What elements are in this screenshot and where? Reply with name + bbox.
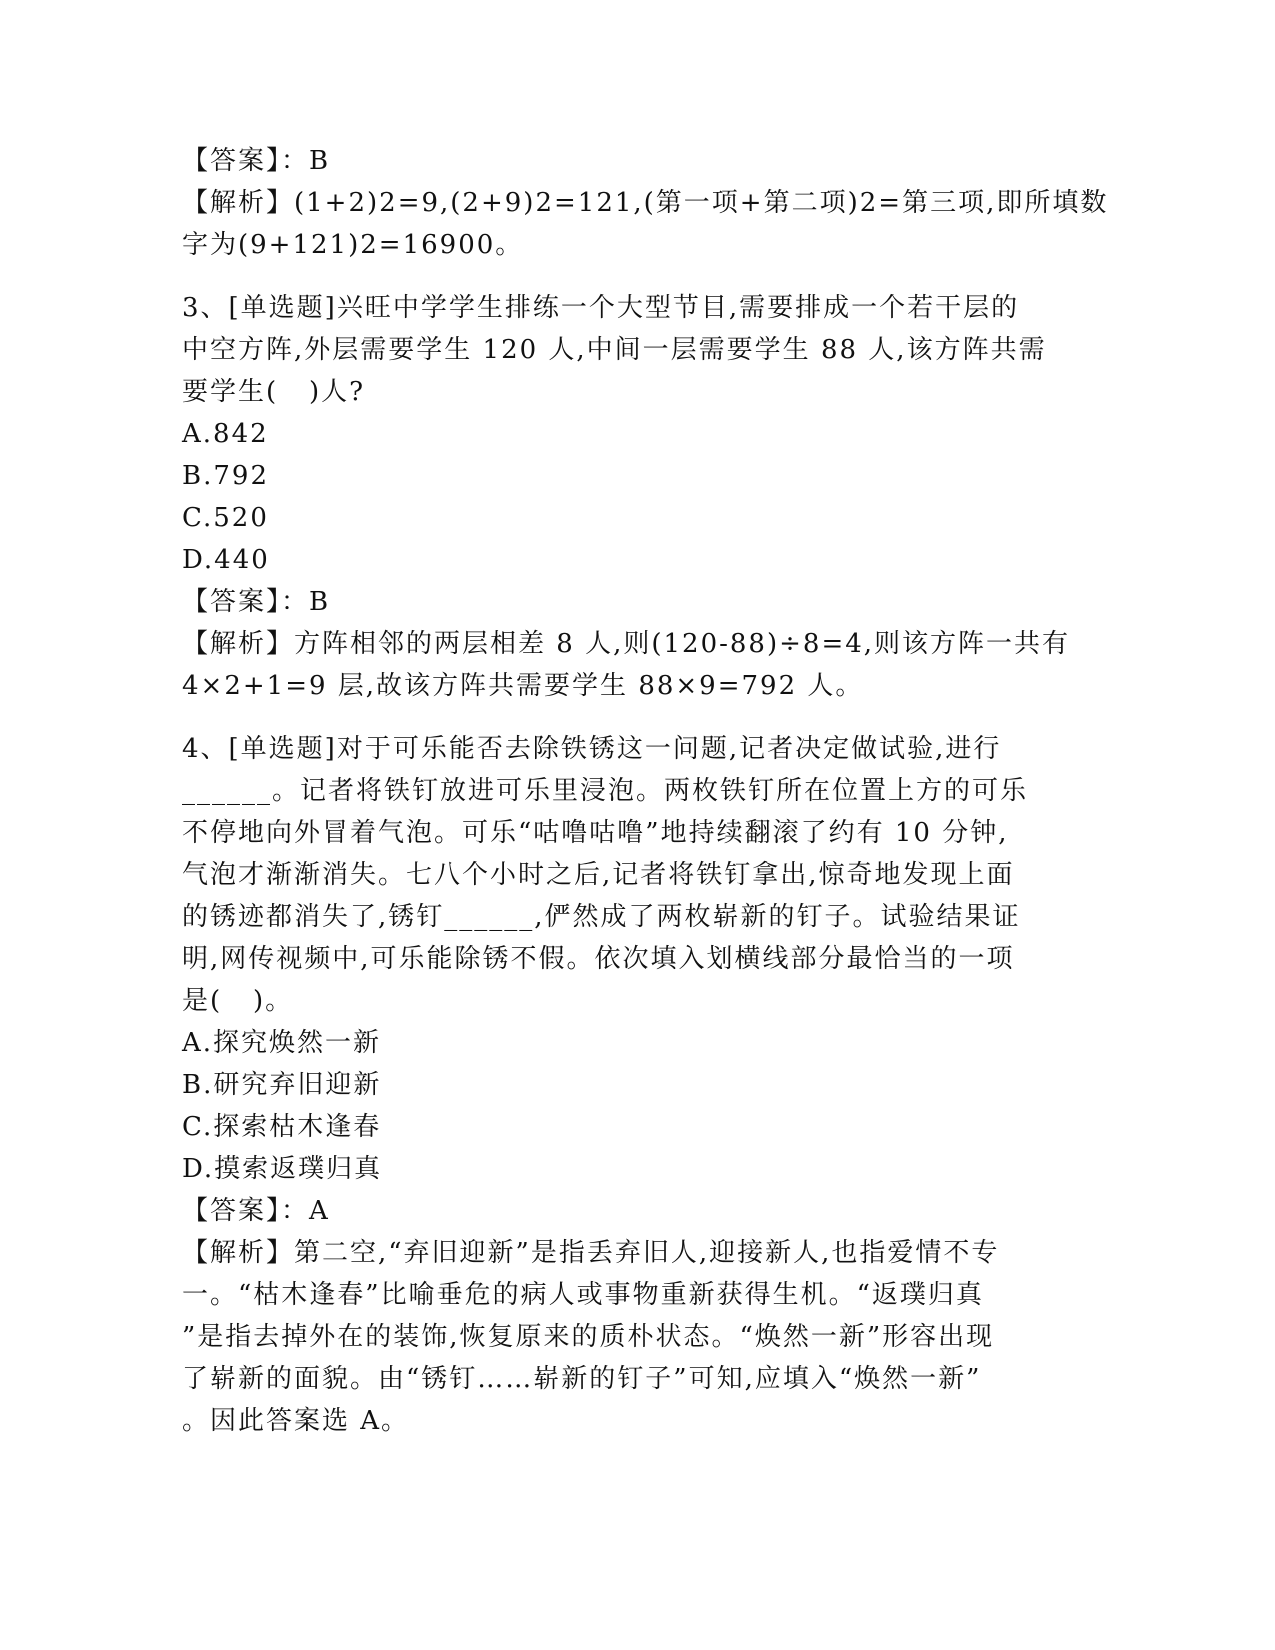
question-4-analysis-line: 一。“枯木逢春”比喻垂危的病人或事物重新获得生机。“返璞归真 [182,1280,984,1310]
question-3-option-c: C.520 [182,503,269,533]
question-4-option-b: B.研究弃旧迎新 [182,1070,382,1100]
spacer [182,266,1062,287]
question-3-stem-line: 中空方阵,外层需要学生 120 人,中间一层需要学生 88 人,该方阵共需 [182,335,1047,365]
question-4 [182,728,1062,1442]
question-4-option-c: C.探索枯木逢春 [182,1112,382,1142]
question-4-answer: 【答案】：A [182,1196,330,1226]
question-4-analysis-line: 【解析】第二空,“弃旧迎新”是指丢弃旧人,迎接新人,也指爱情不专 [182,1238,1000,1268]
prev-analysis-line: 字为(9+121)2=16900。 [182,230,524,260]
question-3-stem-line: 要学生( )人? [182,377,366,407]
question-4-stem-line: ______。记者将铁钉放进可乐里浸泡。两枚铁钉所在位置上方的可乐 [182,776,1029,806]
question-4-option-d: D.摸索返璞归真 [182,1154,383,1184]
question-4-analysis-line: 。因此答案选 A。 [182,1406,410,1436]
question-4-stem-line: 气泡才渐渐消失。七八个小时之后,记者将铁钉拿出,惊奇地发现上面 [182,860,1015,890]
prev-analysis-line: 【解析】(1+2)2=9,(2+9)2=121,(第一项+第二项)2=第三项,即所填数 [182,188,1109,218]
question-4-stem-line: 的锈迹都消失了,锈钉______,俨然成了两枚崭新的钉子。试验结果证 [182,902,1021,932]
document-page [182,140,1109,1442]
prev-question-tail [182,140,1109,266]
question-3-analysis-line: 【解析】方阵相邻的两层相差 8 人,则(120-88)÷8=4,则该方阵一共有 [182,629,1071,659]
prev-answer: 【答案】：B [182,146,331,176]
question-3-option-a: A.842 [182,419,269,449]
question-4-analysis-line: ”是指去掉外在的装饰,恢复原来的质朴状态。“焕然一新”形容出现 [182,1322,995,1352]
question-3-option-b: B.792 [182,461,269,491]
question-4-stem-line: 4、[单选题]对于可乐能否去除铁锈这一问题,记者决定做试验,进行 [182,734,1002,764]
question-4-analysis-line: 了崭新的面貌。由“锈钉……崭新的钉子”可知,应填入“焕然一新” [182,1364,982,1394]
question-3-analysis-line: 4×2+1=9 层,故该方阵共需要学生 88×9=792 人。 [182,671,864,701]
question-3-stem-line: 3、[单选题]兴旺中学学生排练一个大型节目,需要排成一个若干层的 [182,293,1020,323]
spacer [182,707,1062,728]
question-3-option-d: D.440 [182,545,270,575]
question-4-stem-line: 是( )。 [182,986,294,1016]
question-4-stem-line: 不停地向外冒着气泡。可乐“咕噜咕噜”地持续翻滚了约有 10 分钟, [182,818,1009,848]
question-3 [182,287,1071,707]
question-3-answer: 【答案】：B [182,587,331,617]
question-4-option-a: A.探究焕然一新 [182,1028,382,1058]
question-4-stem-line: 明,网传视频中,可乐能除锈不假。依次填入划横线部分最恰当的一项 [182,944,1015,974]
